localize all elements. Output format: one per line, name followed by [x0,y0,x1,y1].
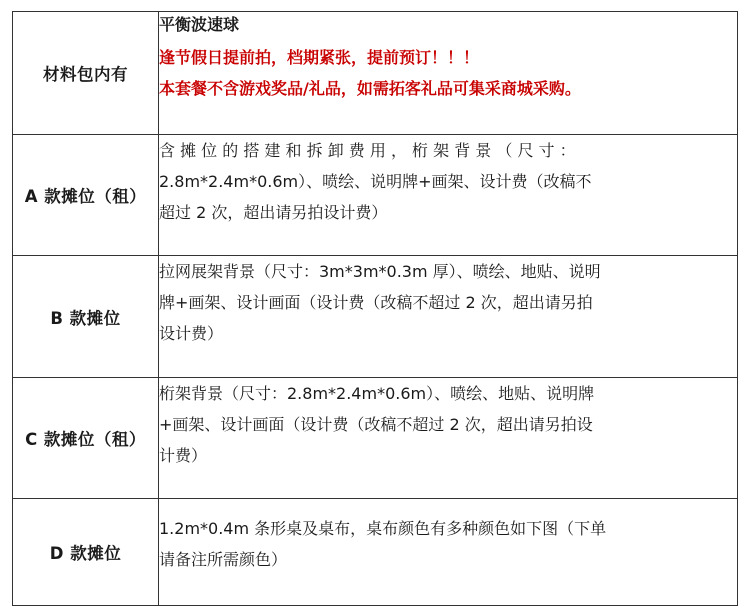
gift-notice: 本套餐不含游戏奖品/礼品，如需拓客礼品可集采商城采购。 [159,79,581,98]
table-row [13,135,738,256]
package-table [12,11,738,606]
content-line: 含 摊 位 的 搭 建 和 拆 卸 费 用 ， 桁 架 背 景 （ 尺 寸 ： [159,141,576,160]
row-label: D 款摊位 [13,499,159,606]
row-content [159,499,738,606]
content-line: 拉网展架背景（尺寸：3m*3m*0.3m 厚）、喷绘、地贴、说明 [159,262,601,281]
content-line: 计费） [159,446,208,465]
row-label: B 款摊位 [13,256,159,378]
content-line: 2.8m*2.4m*0.6m）、喷绘、说明牌+画架、设计费（改稿不 [159,172,592,191]
row-label: A 款摊位（租） [13,135,159,256]
row-content [159,135,738,256]
content-line: 1.2m*0.4m 条形桌及桌布，桌布颜色有多种颜色如下图（下单 [159,519,607,538]
booking-notice: 逢节假日提前拍，档期紧张，提前预订！！！ [159,48,480,67]
content-line: 请备注所需颜色） [159,550,288,569]
content-line: 桁架背景（尺寸：2.8m*2.4m*0.6m）、喷绘、地贴、说明牌 [159,384,595,403]
content-line: 设计费） [159,324,224,343]
row-content [159,256,738,378]
content-line: +画架、设计画面（设计费（改稿不超过 2 次，超出请另拍设 [159,415,593,434]
content-line: 牌+画架、设计画面（设计费（改稿不超过 2 次，超出请另拍 [159,293,593,312]
content-line: 超过 2 次，超出请另拍设计费） [159,203,388,222]
row-content [159,378,738,499]
table-row [13,378,738,499]
row-content [159,12,738,135]
row-label: 材料包内有 [13,12,159,135]
product-title: 平衡波速球 [159,15,240,34]
row-label: C 款摊位（租） [13,378,159,499]
table-row [13,499,738,606]
table-row [13,12,738,135]
table-row [13,256,738,378]
